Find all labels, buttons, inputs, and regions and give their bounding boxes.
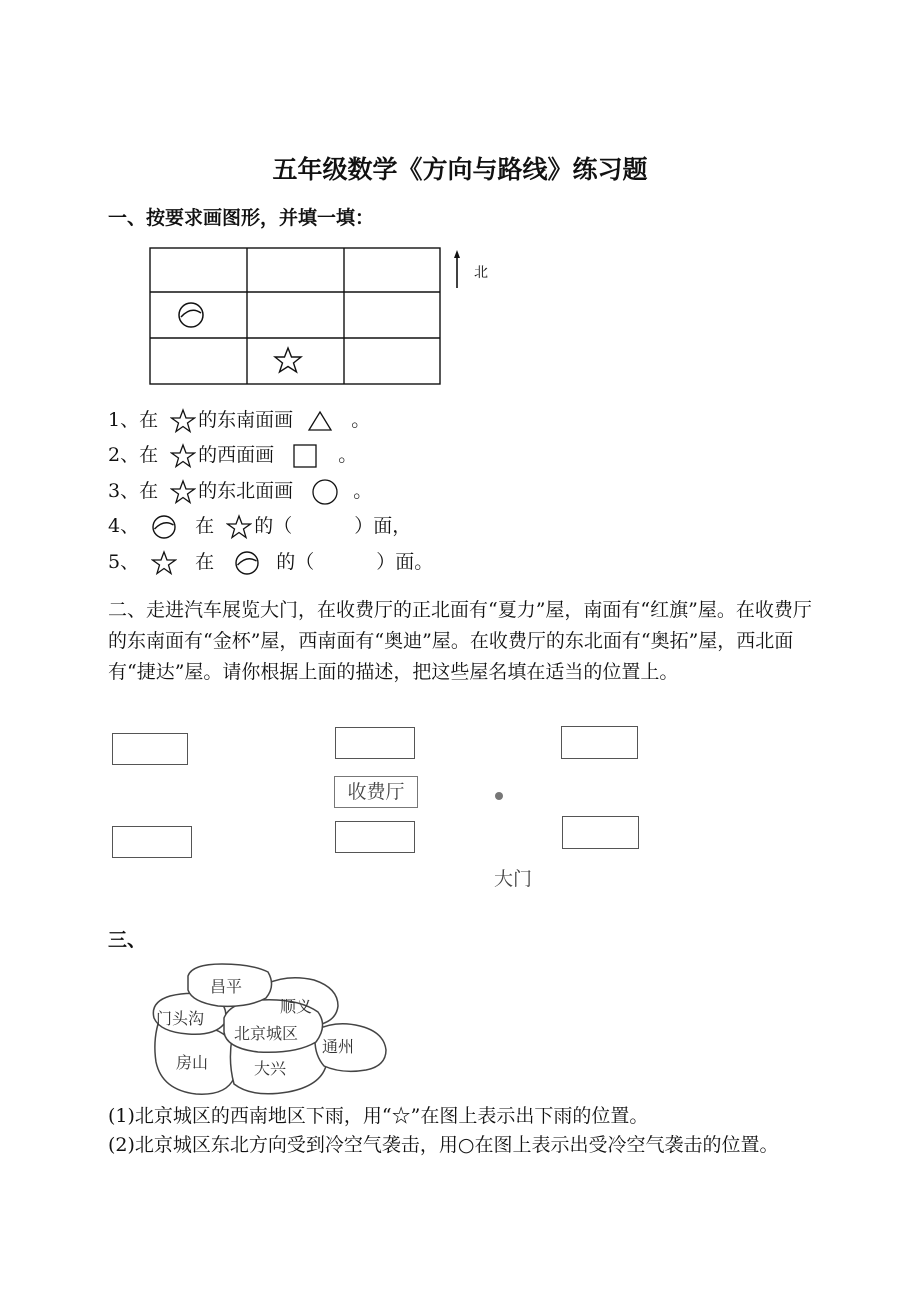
district-label-daxing: 大兴 [254,1059,287,1078]
district-label-changping: 昌平 [210,977,243,996]
district-label-fangshan: 房山 [176,1053,209,1072]
ball-icon [234,550,260,576]
house-box-southwest[interactable] [112,826,192,858]
page-title: 五年级数学《方向与路线》练习题 [272,155,648,184]
house-box-northwest[interactable] [112,733,188,765]
circle-icon [311,478,339,506]
star-icon [275,348,301,372]
square-icon [292,443,318,469]
star-icon [170,479,196,505]
question-2: 2、在 的西面画 。 [108,440,357,470]
star-icon [226,514,252,540]
section3-question-1: (1)北京城区的西南地区下雨，用“☆”在图上表示出下雨的位置。 [108,1105,649,1127]
dot-mark [495,792,503,800]
district-label-tongzhou: 通州 [322,1037,355,1056]
section1-heading: 一、按要求画图形，并填一填： [108,207,375,229]
toll-booth-label: 收费厅 [334,776,418,808]
section3-question-2: (2)北京城区东北方向受到冷空气袭击，用○在图上表示出受冷空气袭击的位置。 [108,1134,779,1156]
question-5: 5、 在 的（ ）面。 [108,547,433,577]
district-label-city-center: 北京城区 [234,1024,299,1043]
house-box-north[interactable] [335,727,415,759]
question-4: 4、 在 的（ ）面， [108,511,411,541]
district-label-mentougou: 门头沟 [156,1009,205,1028]
beijing-district-map [148,962,398,1102]
section2-text: 二、走进汽车展览大门，在收费厅的正北面有“夏力”屋，南面有“红旗”屋。在收费厅的东南面有“金杯”屋，西南面有“奥迪”屋。在收费厅的东北面有“奥拓”屋，西北面有“捷达”屋。请你根据上面的描述，把这些屋名填在适当的位置上。 [108,599,812,683]
ball-icon [151,514,177,540]
triangle-icon [307,409,333,433]
gate-label: 大门 [494,868,533,890]
house-box-south[interactable] [335,821,415,853]
north-arrow-icon [454,250,460,288]
ball-icon [179,303,203,327]
district-label-shunyi: 顺义 [280,997,313,1016]
direction-grid [140,240,500,390]
section3-heading: 三、 [108,929,147,951]
star-icon [170,443,196,469]
question-3: 3、在 的东北面画 。 [108,476,372,506]
house-box-northeast[interactable] [561,726,638,759]
house-box-southeast[interactable] [562,816,639,849]
star-icon [151,550,177,576]
star-icon [170,408,196,434]
north-label: 北 [474,265,488,281]
question-1: 1、在 的东南面画 。 [108,405,370,435]
